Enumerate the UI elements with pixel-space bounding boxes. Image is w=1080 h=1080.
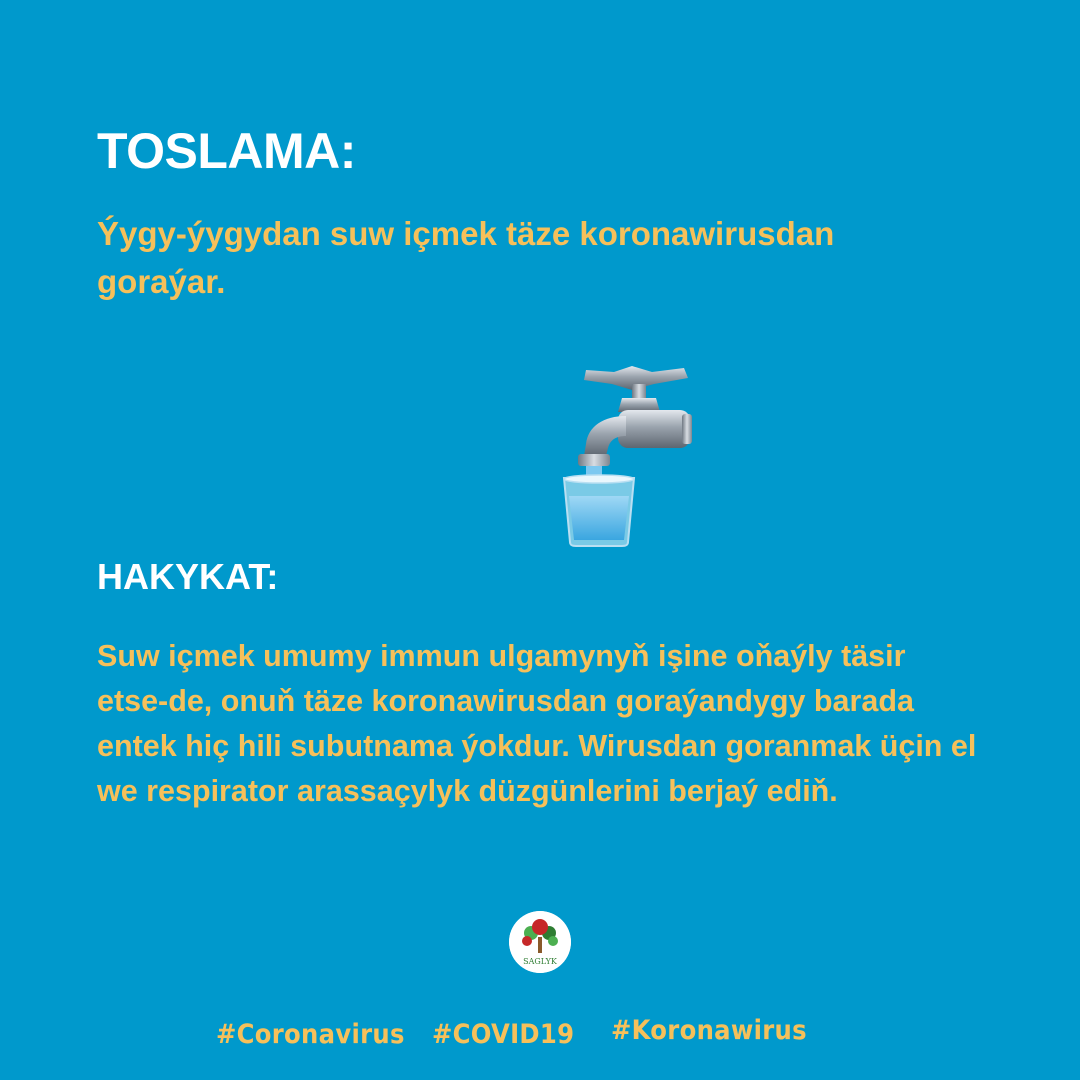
hashtag-koronawirus: #Koronawirus <box>611 1015 807 1046</box>
myth-heading: TOSLAMA: <box>97 123 356 179</box>
saglyk-logo <box>509 911 571 973</box>
myth-text: Ýygy-ýygydan suw içmek täze koronawirusdan goraýar. <box>97 215 835 300</box>
fact-heading: HAKYKAT: <box>97 556 279 597</box>
logo-text: SAGLYK <box>523 957 557 966</box>
hashtags-row <box>0 1012 1080 1062</box>
fact-text: Suw içmek umumy immun ulgamynyň işine oňaýly täsir etse-de, onuň täze koronawirusdan goraýandygy barada entek hiç hili subutnama ýokdur. Wirusdan goranmak üçin el we respirator arassaçylyk düzgünlerini berjaý ediň. <box>97 639 977 808</box>
hashtag-coronavirus: #Coronavirus <box>216 1019 405 1050</box>
water-tap-with-glass-icon <box>556 360 696 550</box>
hashtag-covid19: #COVID19 <box>432 1019 575 1050</box>
